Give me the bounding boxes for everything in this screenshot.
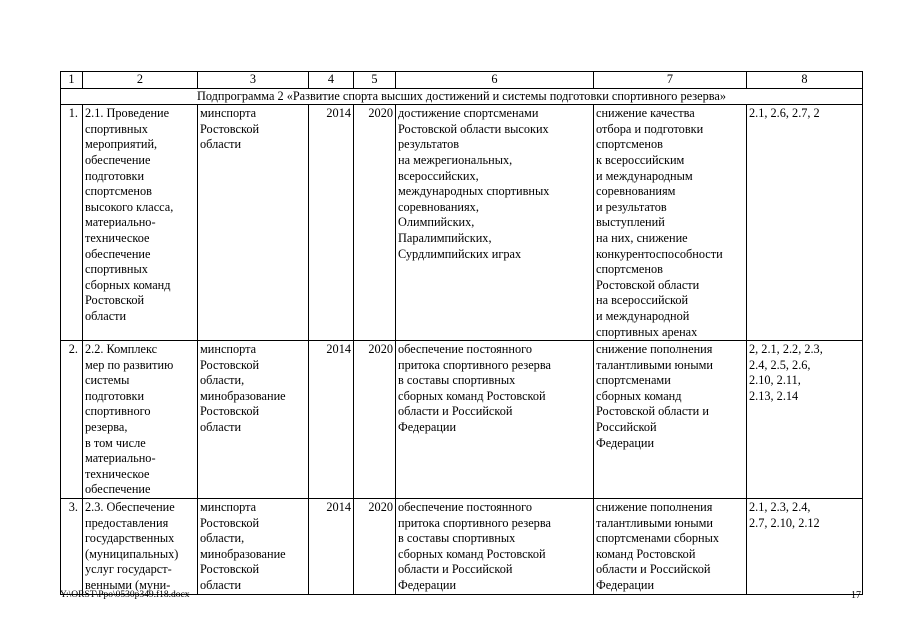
- non-implementation-consequence: снижение пополнения талантливыми юными спортсменами сборных команд Ростовской области и Российской Федерации: [594, 341, 747, 499]
- footer-page-number: 17: [851, 590, 861, 601]
- end-year: 2020: [354, 105, 396, 341]
- start-year: 2014: [309, 499, 354, 595]
- column-header: 8: [747, 72, 863, 89]
- related-indicators: 2, 2.1, 2.2, 2.3, 2.4, 2.5, 2.6, 2.10, 2.11, 2.13, 2.14: [747, 341, 863, 499]
- column-header: 7: [594, 72, 747, 89]
- row-number: 1.: [61, 105, 83, 341]
- non-implementation-consequence: снижение качества отбора и подготовки спортсменов к всероссийским и международным соревнованиям и результатов выступлений на них, снижение конкурентоспособности спортсменов Ростовской области на всероссийской и международной спортивных аренах: [594, 105, 747, 341]
- column-header: 3: [198, 72, 309, 89]
- measure-name: 2.2. Комплекс мер по развитию системы подготовки спортивного резерва, в том числе материально- техническое обеспечение: [83, 341, 198, 499]
- column-header: 6: [396, 72, 594, 89]
- table-row: [61, 105, 863, 341]
- row-number: 2.: [61, 341, 83, 499]
- table-row: [61, 499, 863, 595]
- expected-result: достижение спортсменами Ростовской области высоких результатов на межрегиональных, всероссийских, международных спортивных соревнованиях, Олимпийских, Паралимпийских, Сурдлимпийских играх: [396, 105, 594, 341]
- subprogram-title: Подпрограмма 2 «Развитие спорта высших достижений и системы подготовки спортивного резерва»: [61, 88, 863, 105]
- executor: минспорта Ростовской области: [198, 105, 309, 341]
- expected-result: обеспечение постоянного притока спортивного резерва в составы спортивных сборных команд Ростовской области и Российской Федерации: [396, 341, 594, 499]
- column-header: 5: [354, 72, 396, 89]
- start-year: 2014: [309, 105, 354, 341]
- related-indicators: 2.1, 2.3, 2.4, 2.7, 2.10, 2.12: [747, 499, 863, 595]
- start-year: 2014: [309, 341, 354, 499]
- related-indicators: 2.1, 2.6, 2.7, 2: [747, 105, 863, 341]
- column-header: 1: [61, 72, 83, 89]
- end-year: 2020: [354, 341, 396, 499]
- non-implementation-consequence: снижение пополнения талантливыми юными спортсменами сборных команд Ростовской области и Российской Федерации: [594, 499, 747, 595]
- column-number-row: [61, 72, 863, 89]
- column-header: 4: [309, 72, 354, 89]
- program-table: [60, 71, 863, 595]
- expected-result: обеспечение постоянного притока спортивного резерва в составы спортивных сборных команд Ростовской области и Российской Федерации: [396, 499, 594, 595]
- end-year: 2020: [354, 499, 396, 595]
- table-row: [61, 341, 863, 499]
- row-number: 3.: [61, 499, 83, 595]
- executor: минспорта Ростовской области, минобразование Ростовской области: [198, 341, 309, 499]
- footer-file-path: Y:\ORST\Ppo\0530p349.f18.docx: [60, 590, 190, 600]
- measure-name: 2.1. Проведение спортивных мероприятий, обеспечение подготовки спортсменов высокого класса, материально- техническое обеспечение спортивных сборных команд Ростовской области: [83, 105, 198, 341]
- executor: минспорта Ростовской области, минобразование Ростовской области: [198, 499, 309, 595]
- column-header: 2: [83, 72, 198, 89]
- subprogram-row: [61, 88, 863, 105]
- measure-name: 2.3. Обеспечение предоставления государственных (муниципальных) услуг государст- венными (муни-: [83, 499, 198, 595]
